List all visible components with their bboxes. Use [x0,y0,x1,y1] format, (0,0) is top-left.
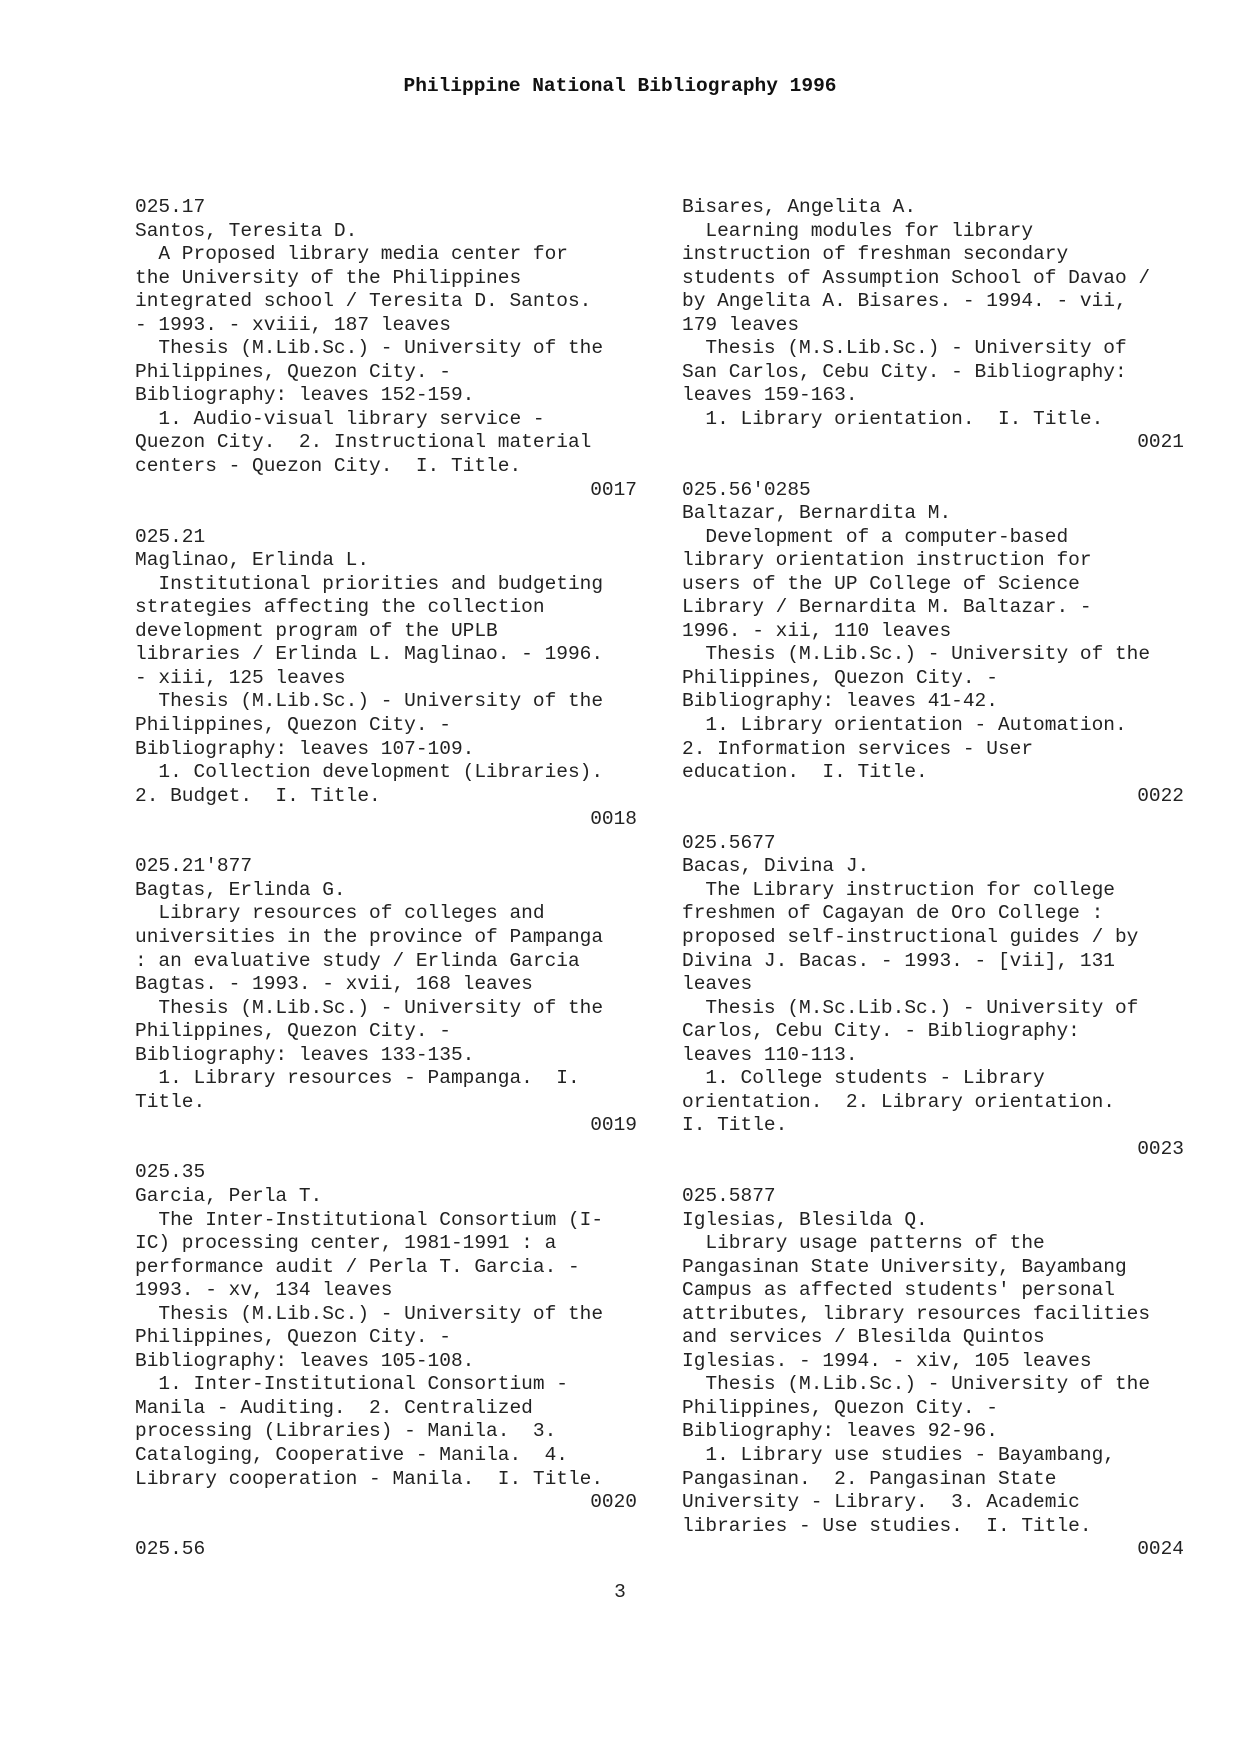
entry-number: 0024 [1137,1538,1184,1561]
entry-heading-line: 025.56 [135,1538,206,1561]
entry-text-line: - 1993. - xviii, 187 leaves [135,313,451,336]
entry-text-line: 1. Inter-Institutional Consortium - [135,1373,568,1396]
bibliography-entry [682,1185,1184,1562]
entry-text-line: Thesis (M.Lib.Sc.) - University of the [682,1373,1151,1396]
entry-text-line: Carlos, Cebu City. - Bibliography: [682,1020,1080,1043]
entry-text-line: Philippines, Quezon City. - [682,666,998,689]
entry-text-line: Philippines, Quezon City. - [135,1020,451,1043]
entry-text-line: Thesis (M.Lib.Sc.) - University of the [135,337,604,360]
entry-text-line: : an evaluative study / Erlinda Garcia [135,949,580,972]
entry-text-line: San Carlos, Cebu City. - Bibliography: [682,360,1127,383]
entry-text-line: Library resources of colleges and [135,902,545,925]
entry-spacer [682,455,1184,479]
entry-text-line: 1. Collection development (Libraries). [135,761,604,784]
entry-text-line: Manila - Auditing. 2. Centralized [135,1396,533,1419]
entry-text-line: Garcia, Perla T. [135,1184,323,1207]
entry-heading-line: 025.56'0285 [682,478,811,501]
bibliography-entry [135,855,637,1138]
entry-text-line: strategies affecting the collection [135,596,545,619]
entry-text-line: leaves 110-113. [682,1043,858,1066]
entry-text-line: Pangasinan State University, Bayambang [682,1255,1127,1278]
entry-text-line: Bacas, Divina J. [682,855,870,878]
entry-text-line: Cataloging, Cooperative - Manila. 4. [135,1443,568,1466]
entry-text-line: instruction of freshman secondary [682,243,1069,266]
entry-text-line: Institutional priorities and budgeting [135,572,604,595]
entry-text-line: Philippines, Quezon City. - [135,360,451,383]
entry-text-line: attributes, library resources facilities [682,1302,1151,1325]
entry-text-line: Bibliography: leaves 107-109. [135,737,475,760]
page-number: 3 [614,1581,626,1603]
entry-text-line: Thesis (M.Lib.Sc.) - University of the [135,996,604,1019]
entry-text-line: Thesis (M.Lib.Sc.) - University of the [135,690,604,713]
entry-number: 0017 [590,478,637,501]
bibliography-entry [682,832,1184,1162]
bibliography-entry [682,196,1184,455]
entry-text-line: Thesis (M.Lib.Sc.) - University of the [135,1302,604,1325]
entry-text-line: students of Assumption School of Davao / [682,266,1151,289]
entry-text-line: The Library instruction for college [682,878,1115,901]
entry-text-line: proposed self-instructional guides / by [682,925,1139,948]
entry-text-line: A Proposed library media center for [135,243,568,266]
entry-text-line: Philippines, Quezon City. - [135,714,451,737]
entry-text-line: Divina J. Bacas. - 1993. - [vii], 131 [682,949,1115,972]
entry-text-line: 1. College students - Library [682,1067,1045,1090]
bibliography-entry [135,1538,637,1562]
entry-heading-line: 025.21 [135,525,206,548]
left-column [135,196,637,1562]
entry-number: 0020 [590,1491,637,1514]
entry-text-line: Library usage patterns of the [682,1232,1045,1255]
entry-text-line: Thesis (M.S.Lib.Sc.) - University of [682,337,1127,360]
entry-text-line: performance audit / Perla T. Garcia. - [135,1255,580,1278]
entry-spacer [682,1161,1184,1185]
entry-text-line: education. I. Title. [682,761,928,784]
entry-heading-line: 025.5677 [682,831,776,854]
entry-number: 0018 [590,808,637,831]
entry-text-line: centers - Quezon City. I. Title. [135,455,522,478]
entry-text-line: users of the UP College of Science [682,572,1080,595]
entry-text-line: by Angelita A. Bisares. - 1994. - vii, [682,290,1127,313]
entry-text-line: Learning modules for library [682,219,1034,242]
entry-text-line: 1993. - xv, 134 leaves [135,1279,393,1302]
entry-text-line: Pangasinan. 2. Pangasinan State [682,1467,1057,1490]
entry-text-line: Maglinao, Erlinda L. [135,549,370,572]
entry-text-line: IC) processing center, 1981-1991 : a [135,1232,557,1255]
entry-text-line: development program of the UPLB [135,619,498,642]
entry-text-line: Santos, Teresita D. [135,219,358,242]
bibliography-entry [135,196,637,502]
entry-text-line: Bagtas, Erlinda G. [135,878,346,901]
entry-text-line: leaves 159-163. [682,384,858,407]
entry-text-line: Library cooperation - Manila. I. Title. [135,1467,604,1490]
entry-text-line: Baltazar, Bernardita M. [682,502,952,525]
bibliography-entry [682,479,1184,809]
entry-number: 0019 [590,1114,637,1137]
entry-text-line: 2. Budget. I. Title. [135,784,381,807]
entry-text-line: The Inter-Institutional Consortium (I- [135,1208,604,1231]
entry-number: 0023 [1137,1137,1184,1160]
entry-text-line: 1. Library orientation. I. Title. [682,407,1104,430]
entry-text-line: 179 leaves [682,313,800,336]
bibliography-entry [135,526,637,832]
entry-text-line: Thesis (M.Lib.Sc.) - University of the [682,643,1151,666]
entry-text-line: Campus as affected students' personal [682,1279,1115,1302]
entry-text-line: Philippines, Quezon City. - [135,1326,451,1349]
entry-heading-line: 025.21'877 [135,855,253,878]
entry-heading-line: 025.35 [135,1161,206,1184]
entry-text-line: and services / Blesilda Quintos [682,1326,1045,1349]
entry-text-line: 1. Audio-visual library service - [135,407,545,430]
entry-text-line: integrated school / Teresita D. Santos. [135,290,592,313]
entry-text-line: Bagtas. - 1993. - xvii, 168 leaves [135,973,533,996]
entry-text-line: Library / Bernardita M. Baltazar. - [682,596,1092,619]
entry-text-line: Iglesias, Blesilda Q. [682,1208,928,1231]
entry-text-line: the University of the Philippines [135,266,522,289]
entry-text-line: orientation. 2. Library orientation. [682,1090,1115,1113]
page-title: Philippine National Bibliography 1996 [403,75,837,97]
entry-text-line: Bibliography: leaves 41-42. [682,690,998,713]
entry-text-line: Bibliography: leaves 105-108. [135,1349,475,1372]
entry-text-line: 2. Information services - User [682,737,1034,760]
entry-heading-line: Bisares, Angelita A. [682,196,917,218]
entry-spacer [135,1138,637,1162]
entry-text-line: Bibliography: leaves 92-96. [682,1420,998,1443]
entry-text-line: library orientation instruction for [682,549,1092,572]
bibliography-entry [135,1161,637,1514]
entry-text-line: processing (Libraries) - Manila. 3. [135,1420,557,1443]
entry-text-line: 1. Library resources - Pampanga. I. [135,1067,580,1090]
entry-spacer [135,502,637,526]
entry-spacer [682,808,1184,832]
entry-text-line: 1. Library orientation - Automation. [682,714,1127,737]
entry-heading-line: 025.5877 [682,1184,776,1207]
right-column [682,196,1184,1562]
entry-spacer [135,1515,637,1539]
entry-text-line: Bibliography: leaves 152-159. [135,384,475,407]
entry-heading-line: 025.17 [135,196,206,218]
entry-text-line: I. Title. [682,1114,788,1137]
entry-text-line: 1996. - xii, 110 leaves [682,619,952,642]
entry-text-line: 1. Library use studies - Bayambang, [682,1443,1115,1466]
entry-spacer [135,832,637,856]
entry-text-line: Title. [135,1090,206,1113]
entry-text-line: - xiii, 125 leaves [135,666,346,689]
entry-text-line: freshmen of Cagayan de Oro College : [682,902,1104,925]
entry-text-line: Iglesias. - 1994. - xiv, 105 leaves [682,1349,1092,1372]
entry-text-line: libraries - Use studies. I. Title. [682,1514,1092,1537]
entry-text-line: libraries / Erlinda L. Maglinao. - 1996. [135,643,604,666]
entry-number: 0022 [1137,784,1184,807]
entry-text-line: Thesis (M.Sc.Lib.Sc.) - University of [682,996,1139,1019]
entry-text-line: Development of a computer-based [682,525,1069,548]
entry-text-line: universities in the province of Pampanga [135,925,604,948]
entry-text-line: Bibliography: leaves 133-135. [135,1043,475,1066]
entry-text-line: University - Library. 3. Academic [682,1491,1080,1514]
entry-text-line: Philippines, Quezon City. - [682,1396,998,1419]
entry-text-line: Quezon City. 2. Instructional material [135,431,592,454]
entry-number: 0021 [1137,431,1184,454]
entry-text-line: leaves [682,973,753,996]
